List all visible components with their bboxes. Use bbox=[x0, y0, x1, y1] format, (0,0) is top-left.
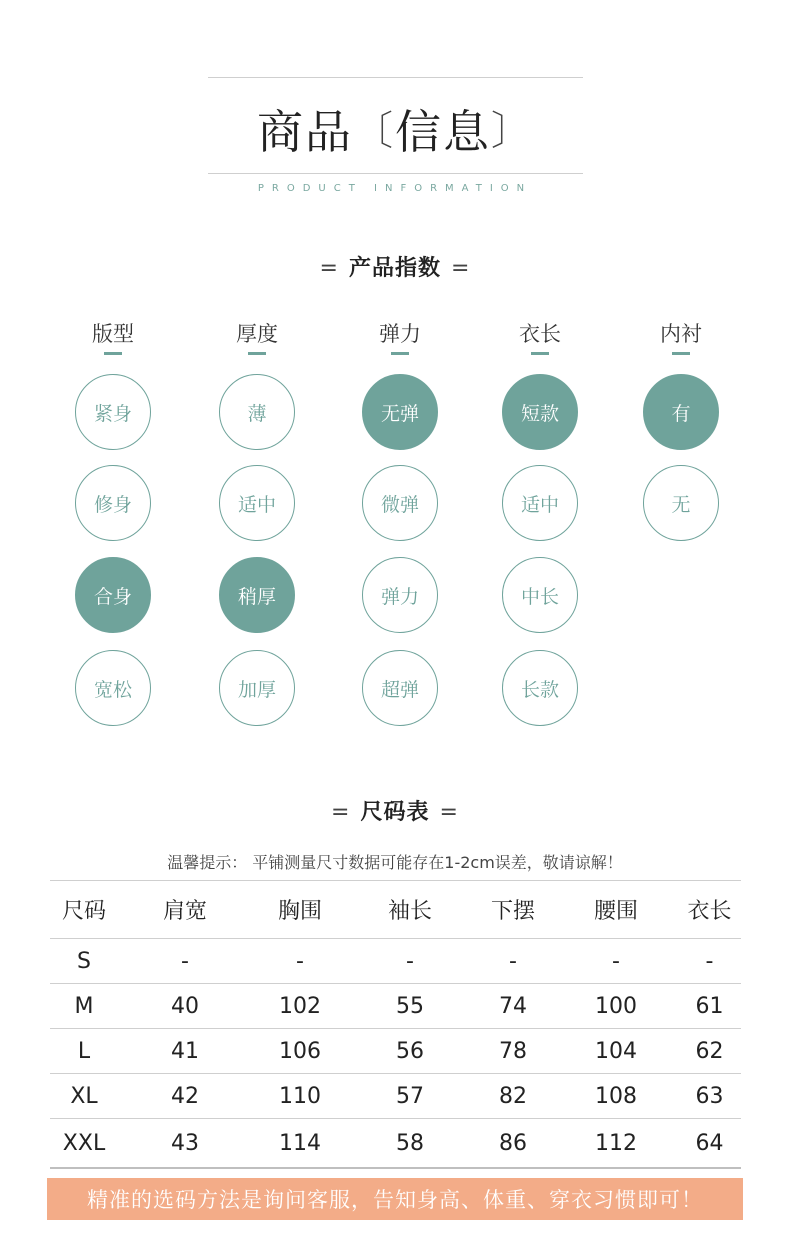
title-part-b: 信息 bbox=[395, 105, 491, 159]
size-table-header-cell: 腰围 bbox=[554, 881, 678, 939]
size-value-cell: 104 bbox=[554, 1029, 678, 1074]
bracket-open: 〔 bbox=[353, 108, 395, 154]
size-value-cell: 61 bbox=[678, 984, 741, 1029]
index-option: 宽松 bbox=[75, 650, 151, 726]
index-column-underline bbox=[672, 352, 690, 355]
product-index-title bbox=[0, 251, 790, 282]
index-option: 修身 bbox=[75, 465, 151, 541]
size-table-header-cell: 下摆 bbox=[472, 881, 554, 939]
bracket-close: 〕 bbox=[491, 108, 533, 154]
size-label-cell: XL bbox=[50, 1074, 118, 1119]
size-value-cell: - bbox=[252, 939, 348, 984]
eq-left: = bbox=[319, 256, 339, 281]
size-table-header-cell: 肩宽 bbox=[118, 881, 252, 939]
size-table-row bbox=[50, 984, 741, 1029]
size-value-cell: 106 bbox=[252, 1029, 348, 1074]
eq-right: = bbox=[439, 800, 459, 825]
size-table-header-cell: 胸围 bbox=[252, 881, 348, 939]
product-index-title-text: 产品指数 bbox=[348, 256, 441, 281]
index-option-selected: 有 bbox=[643, 374, 719, 450]
size-table-row bbox=[50, 1074, 741, 1119]
index-option: 无 bbox=[643, 465, 719, 541]
size-value-cell: 102 bbox=[252, 984, 348, 1029]
size-value-cell: 86 bbox=[472, 1119, 554, 1169]
index-column-label: 版型 bbox=[92, 322, 134, 346]
index-option-selected: 稍厚 bbox=[219, 557, 295, 633]
index-column-underline bbox=[391, 352, 409, 355]
index-column-label: 厚度 bbox=[236, 322, 278, 346]
size-value-cell: - bbox=[348, 939, 472, 984]
measurement-tip: 温馨提示： 平铺测量尺寸数据可能存在1-2cm误差，敬请谅解！ bbox=[167, 853, 623, 872]
size-value-cell: - bbox=[118, 939, 252, 984]
size-value-cell: 58 bbox=[348, 1119, 472, 1169]
size-table-row bbox=[50, 1119, 741, 1169]
size-value-cell: - bbox=[678, 939, 741, 984]
index-option-selected: 无弹 bbox=[362, 374, 438, 450]
size-value-cell: 114 bbox=[252, 1119, 348, 1169]
size-value-cell: 64 bbox=[678, 1119, 741, 1169]
index-option: 紧身 bbox=[75, 374, 151, 450]
index-column-label: 弹力 bbox=[379, 322, 421, 346]
size-value-cell: 55 bbox=[348, 984, 472, 1029]
size-value-cell: - bbox=[472, 939, 554, 984]
size-value-cell: - bbox=[554, 939, 678, 984]
size-chart-title bbox=[0, 795, 790, 826]
size-value-cell: 108 bbox=[554, 1074, 678, 1119]
size-label-cell: XXL bbox=[50, 1119, 118, 1169]
size-chart-title-text: 尺码表 bbox=[360, 800, 430, 825]
title-part-a: 商品 bbox=[257, 105, 353, 159]
index-option-selected: 合身 bbox=[75, 557, 151, 633]
index-column-underline bbox=[248, 352, 266, 355]
index-option: 长款 bbox=[502, 650, 578, 726]
size-label-cell: M bbox=[50, 984, 118, 1029]
size-value-cell: 63 bbox=[678, 1074, 741, 1119]
size-table-header-cell: 袖长 bbox=[348, 881, 472, 939]
page-subtitle: PRODUCT INFORMATION bbox=[257, 183, 533, 194]
size-value-cell: 41 bbox=[118, 1029, 252, 1074]
size-table-header-row bbox=[50, 881, 741, 939]
index-option-selected: 短款 bbox=[502, 374, 578, 450]
index-option: 微弹 bbox=[362, 465, 438, 541]
size-value-cell: 57 bbox=[348, 1074, 472, 1119]
header-bottom-rule bbox=[208, 173, 583, 174]
size-table-header-cell: 尺码 bbox=[50, 881, 118, 939]
index-option: 弹力 bbox=[362, 557, 438, 633]
header-top-rule bbox=[208, 77, 583, 78]
size-table-header-cell: 衣长 bbox=[678, 881, 741, 939]
size-table bbox=[50, 880, 741, 1169]
index-column-underline bbox=[104, 352, 122, 355]
size-table-row bbox=[50, 1029, 741, 1074]
size-value-cell: 40 bbox=[118, 984, 252, 1029]
size-value-cell: 56 bbox=[348, 1029, 472, 1074]
size-label-cell: S bbox=[50, 939, 118, 984]
index-column-label: 衣长 bbox=[519, 322, 561, 346]
size-value-cell: 42 bbox=[118, 1074, 252, 1119]
size-value-cell: 100 bbox=[554, 984, 678, 1029]
size-label-cell: L bbox=[50, 1029, 118, 1074]
index-option: 适中 bbox=[502, 465, 578, 541]
index-option: 中长 bbox=[502, 557, 578, 633]
size-value-cell: 110 bbox=[252, 1074, 348, 1119]
index-option: 超弹 bbox=[362, 650, 438, 726]
eq-left: = bbox=[331, 800, 351, 825]
index-option: 薄 bbox=[219, 374, 295, 450]
size-value-cell: 74 bbox=[472, 984, 554, 1029]
page-title bbox=[0, 96, 790, 162]
index-option: 加厚 bbox=[219, 650, 295, 726]
index-option: 适中 bbox=[219, 465, 295, 541]
size-value-cell: 43 bbox=[118, 1119, 252, 1169]
size-value-cell: 82 bbox=[472, 1074, 554, 1119]
size-table-row bbox=[50, 939, 741, 984]
index-column-label: 内衬 bbox=[660, 322, 702, 346]
sizing-advice-banner: 精准的选码方法是询问客服，告知身高、体重、穿衣习惯即可！ bbox=[47, 1178, 743, 1220]
size-value-cell: 112 bbox=[554, 1119, 678, 1169]
index-column-underline bbox=[531, 352, 549, 355]
size-value-cell: 78 bbox=[472, 1029, 554, 1074]
size-value-cell: 62 bbox=[678, 1029, 741, 1074]
eq-right: = bbox=[451, 256, 471, 281]
